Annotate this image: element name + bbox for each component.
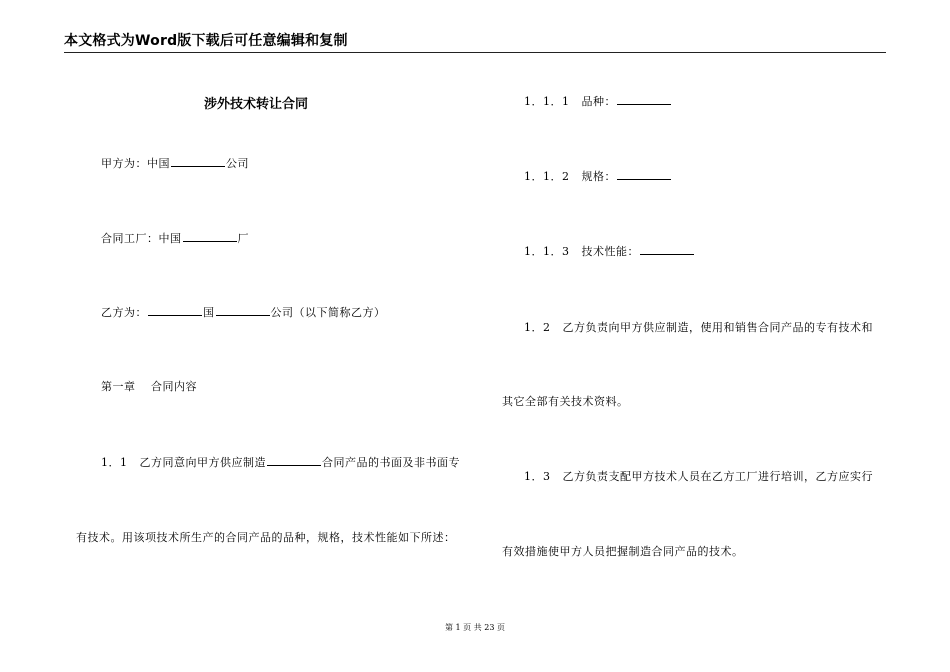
clause-1-1-blank[interactable] (267, 455, 321, 466)
party-b-company-blank[interactable] (216, 305, 270, 316)
clause-1-3: 1．3 乙方负责支配甲方技术人员在乙方工厂进行培训，乙方应实行 (524, 470, 873, 483)
clause-1-2: 1．2 乙方负责向甲方供应制造，使用和销售合同产品的专有技术和 (524, 321, 873, 334)
clause-1-3-continuation: 有效措施使甲方人员把握制造合同产品的技术。 (502, 545, 744, 558)
specification-blank[interactable] (617, 169, 671, 180)
variety-blank[interactable] (617, 94, 671, 105)
clause-1-2-continuation: 其它全部有关技术资料。 (502, 395, 629, 408)
page-header (64, 30, 886, 53)
document-title: 涉外技术转让合同 (204, 97, 309, 112)
current-page-number: 1 (455, 623, 461, 632)
party-b-country-blank[interactable] (148, 305, 202, 316)
total-page-count: 23 (484, 623, 495, 632)
party-a-line: 甲方为：中国 公司 (101, 157, 249, 170)
party-b-line: 乙方为： 国 公司（以下简称乙方） (101, 306, 386, 319)
page-footer: 第 1 页 共 23 页 (444, 623, 505, 632)
performance-blank[interactable] (640, 244, 694, 255)
chapter-heading: 第一章 合同内容 (101, 380, 197, 393)
factory-blank[interactable] (183, 231, 237, 242)
clause-1-1-continuation: 有技术。用该项技术所生产的合同产品的品种，规格，技术性能如下所述： (76, 531, 456, 544)
factory-line: 合同工厂：中国 厂 (101, 232, 249, 245)
clause-1-1-2: 1．1．2 规格： (524, 168, 672, 184)
clause-1-1: 1．1 乙方同意向甲方供应制造 合同产品的书面及非书面专 (101, 456, 460, 469)
party-a-blank[interactable] (171, 156, 225, 167)
header-text: 本文格式为Word版下载后可任意编辑和复制 (64, 33, 348, 49)
clause-1-1-1: 1．1．1 品种： (524, 93, 672, 109)
clause-1-1-3: 1．1．3 技术性能： (524, 243, 695, 259)
